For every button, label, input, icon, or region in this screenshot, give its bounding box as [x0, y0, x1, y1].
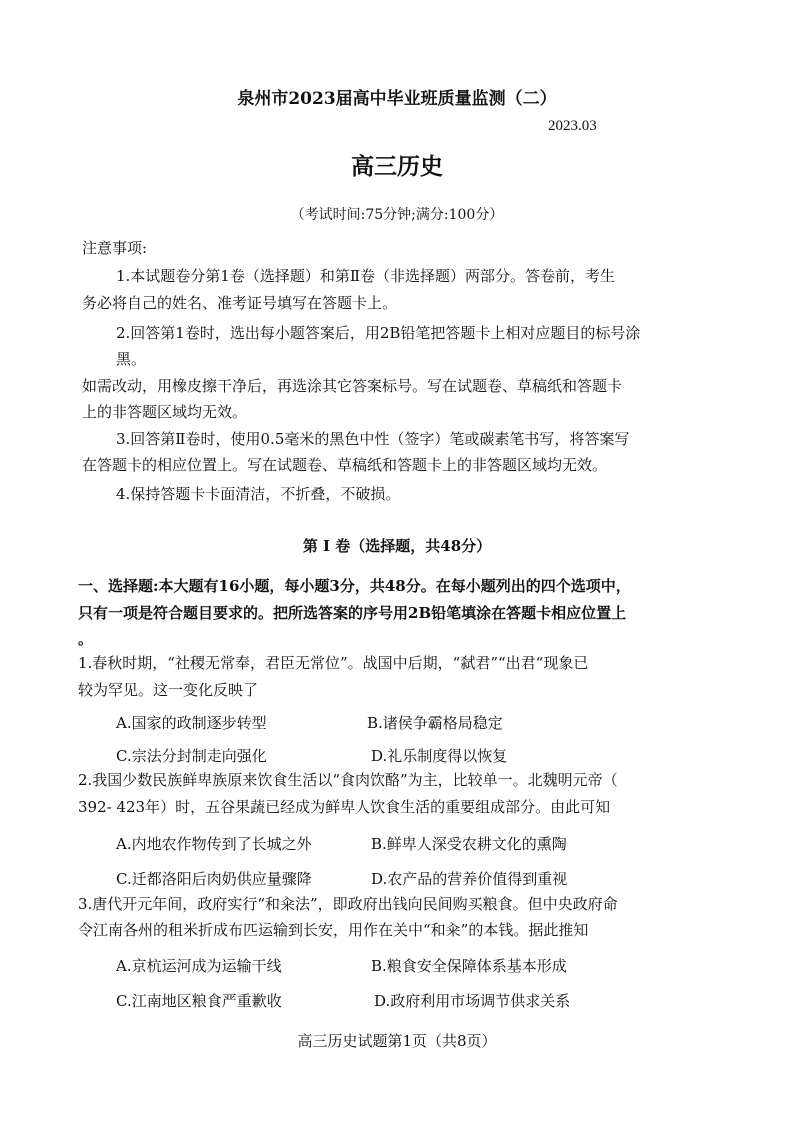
note-2-line-4: 上的非答题区域均无效。 [82, 403, 248, 421]
instructions-line-3: 。 [78, 630, 94, 648]
question-3-option-c: C.江南地区粮食严重歉收 [116, 992, 282, 1010]
question-2-option-b: B.鲜卑人深受农耕文化的熏陶 [371, 835, 567, 853]
note-2-line-2: 黑。 [116, 350, 147, 368]
note-2-line-1: 2.回答第1卷时，选出每小题答案后，用2B铅笔把答题卡上相对应题目的标号涂 [116, 324, 641, 342]
question-1-stem-line-1: 1.春秋时期，“社稷无常奉，君臣无常位”。战国中后期，“弑君”“出君“现象已 [78, 654, 589, 672]
question-2-option-d: D.农产品的营养价值得到重视 [371, 870, 568, 888]
note-3-line-2: 在答题卡的相应位置上。写在试题卷、草稿纸和答题卡上的非答题区域均无效。 [82, 456, 608, 474]
notes-heading: 注意事项: [82, 239, 148, 257]
note-2-line-3: 如需改动，用橡皮擦干净后，再选涂其它答案标号。写在试题卷、草稿纸和答题卡 [82, 377, 623, 395]
question-3-option-b: B.粮食安全保障体系基本形成 [371, 957, 567, 975]
note-4: 4.保持答题卡卡面清洁，不折叠，不破损。 [116, 485, 401, 503]
page-footer: 高三历史试题第1页（共8页） [297, 1032, 497, 1050]
subject-title: 高三历史 [351, 153, 443, 180]
instructions-line-1: 一、选择题:本大题有16小题，每小题3分，共48分。在每小题列出的四个选项中， [78, 577, 631, 595]
note-1-line-1: 1.本试题卷分第1卷（选择题）和第Ⅱ卷（非选择题）两部分。答卷前，考生 [116, 267, 616, 285]
question-1-option-b: B.诸侯争霸格局稳定 [367, 714, 503, 732]
question-3-stem-line-1: 3.唐代开元年间，政府实行“和籴法”，即政府出钱向民间购买粮食。但中央政府命 [78, 895, 618, 913]
question-1-stem-line-2: 较为罕见。这一变化反映了 [78, 681, 259, 699]
question-2-option-c: C.迁都洛阳后肉奶供应量骤降 [116, 870, 312, 888]
note-1-line-2: 务必将自己的姓名、准考证号填写在答题卡上。 [82, 294, 398, 312]
document-title: 泉州市2023届高中毕业班质量监测（二） [237, 89, 557, 109]
question-2-option-a: A.内地农作物传到了长城之外 [116, 835, 312, 853]
question-3-option-d: D.政府利用市场调节供求关系 [374, 992, 571, 1010]
question-3-option-a: A.京杭运河成为运输干线 [116, 957, 282, 975]
note-3-line-1: 3.回答第Ⅱ卷时，使用0.5毫米的黑色中性（签字）笔或碳素笔书写，将答案写 [116, 430, 630, 448]
question-3-stem-line-2: 令江南各州的租米折成布匹运输到长安，用作在关中“和籴”的本钱。据此推知 [78, 921, 589, 939]
exam-time-info: （考试时间:75分钟;满分:100分） [290, 207, 504, 223]
question-1-option-c: C.宗法分封制走向强化 [116, 747, 267, 765]
instructions-line-2: 只有一项是符合题目要求的。把所选答案的序号用2B铅笔填涂在答题卡相应位置上 [78, 604, 627, 622]
question-2-stem-line-1: 2.我国少数民族鲜卑族原来饮食生活以“食肉饮酪”为主，比较单一。北魏明元帝（ [78, 771, 618, 789]
question-1-option-a: A.国家的政制逐步转型 [116, 714, 267, 732]
section-title: 第 I 卷（选择题，共48分） [302, 537, 492, 555]
exam-date: 2023.03 [548, 118, 597, 134]
question-1-option-d: D.礼乐制度得以恢复 [371, 747, 508, 765]
question-2-stem-line-2: 392- 423年）时，五谷果蔬已经成为鲜卑人饮食生活的重要组成部分。由此可知 [78, 798, 611, 816]
